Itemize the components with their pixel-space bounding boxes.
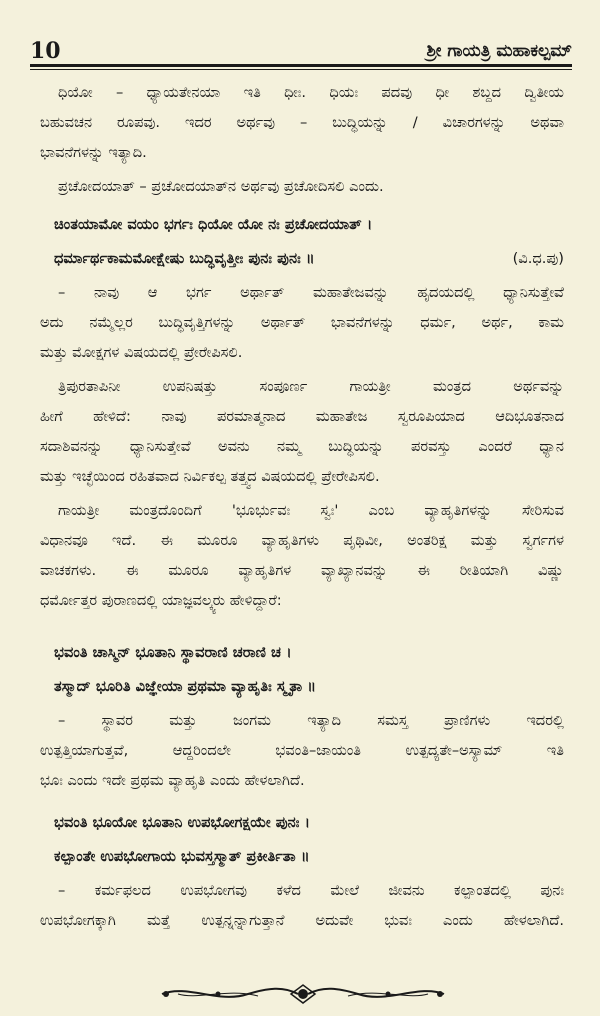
text-line: ಪ್ರಚೋದಯಾತ್ – ಪ್ರಚೋದಯಾತ್‌ನ ಅರ್ಥವು ಪ್ರಚೋದಿಸಲಿ ಎಂದು.: [58, 178, 384, 195]
text-line: ಭೂಃ ಎಂದು ಇದೇ ಪ್ರಥಮ ವ್ಯಾಹೃತಿ ಎಂದು ಹೇಳಲಾಗಿದೆ.: [40, 772, 305, 789]
text-line: ಮತ್ತು ಮೋಕ್ಷಗಳ ವಿಷಯದಲ್ಲಿ ಪ್ರೇರೇಪಿಸಲಿ.: [40, 344, 243, 361]
text-line: ತ್ರಿಪುರತಾಪಿನೀ ಉಪನಿಷತ್ತು ಸಂಪೂರ್ಣ ಗಾಯತ್ರೀ ಮಂತ್ರದ ಅರ್ಥವನ್ನು: [58, 378, 564, 395]
text-line: ವಾಚಕಗಳು. ಈ ಮೂರೂ ವ್ಯಾಹೃತಿಗಳ ವ್ಯಾಖ್ಯಾನವನ್ನು ಈ ರೀತಿಯಾಗಿ ವಿಷ್ಣು: [40, 562, 564, 579]
text-line: ಬಹುವಚನ ರೂಪವು. ಇದರ ಅರ್ಥವು – ಬುದ್ಧಿಯನ್ನು / ವಿಚಾರಗಳನ್ನು ಅಥವಾ: [40, 114, 564, 131]
verse-line: ಭವಂತಿ ಭೂಯೋ ಭೂತಾನಿ ಉಪಭೋಗಕ್ಷಯೇ ಪುನಃ ।: [54, 814, 311, 831]
text-line: ಉತ್ಪತ್ತಿಯಾಗುತ್ತವೆ, ಆದ್ದರಿಂದಲೇ ಭವಂತಿ–ಜಾಯಂತಿ ಉತ್ಪದ್ಯತೇ–ಅಸ್ಯಾಮ್ ಇತಿ: [40, 742, 564, 759]
verse-line-with-source: [54, 244, 564, 274]
verse-text: ಧರ್ಮಾರ್ಥಕಾಮಮೋಕ್ಷೇಷು ಬುದ್ಧಿವೃತ್ತೀಃ ಪುನಃ ಪುನಃ ॥: [54, 250, 315, 267]
verse-line: ಚಿಂತಯಾಮೋ ವಯಂ ಭರ್ಗಃ ಧಿಯೋ ಯೋ ನಃ ಪ್ರಚೋದಯಾತ್ ।: [54, 216, 373, 233]
verse-line: ತಸ್ಮಾದ್ ಭೂರಿತಿ ವಿಜ್ಞೇಯಾ ಪ್ರಥಮಾ ವ್ಯಾಹೃತಿಃ ಸ್ಮೃತಾ ॥: [54, 678, 317, 695]
text-line: ಧರ್ಮೋತ್ತರ ಪುರಾಣದಲ್ಲಿ ಯಾಜ್ಞವಲ್ಕ್ಯರು ಹೇಳಿದ್ದಾರೆ:: [40, 592, 282, 609]
page-number: 10: [30, 38, 61, 64]
text-line: ಹೀಗೆ ಹೇಳಿದೆ: ನಾವು ಪರಮಾತ್ಮನಾದ ಮಹಾತೇಜ ಸ್ವರೂಪಿಯಾದ ಆದಿಭೂತನಾದ: [40, 408, 564, 425]
text-line: ಮತ್ತು ಇಚ್ಛೆಯಿಂದ ರಹಿತವಾದ ನಿರ್ವಿಕಲ್ಪ ತತ್ತ್ವದ ವಿಷಯದಲ್ಲಿ ಪ್ರೇರೇಪಿಸಲಿ.: [40, 468, 380, 485]
header-rule-thin: [30, 69, 572, 70]
text-line: ಧಿಯೋ – ಧ್ಯಾಯತೇನಯಾ ಇತಿ ಧೀಃ. ಧಿಯಃ ಪದವು ಧೀ ಶಬ್ದದ ದ್ವಿತೀಯ: [58, 84, 564, 101]
text-line: ಗಾಯತ್ರೀ ಮಂತ್ರದೊಂದಿಗೆ 'ಭೂರ್ಭುವಃ ಸ್ವಃ' ಎಂಬ ವ್ಯಾಹೃತಿಗಳನ್ನು ಸೇರಿಸುವ: [58, 502, 564, 519]
text-line: ಉಪಭೋಗಕ್ಕಾಗಿ ಮತ್ತೆ ಉತ್ಪನ್ನನ್ನಾಗುತ್ತಾನೆ ಅದುವೇ ಭುವಃ ಎಂದು ಹೇಳಲಾಗಿದೆ.: [40, 912, 564, 929]
text-line: – ಸ್ಥಾವರ ಮತ್ತು ಜಂಗಮ ಇತ್ಯಾದಿ ಸಮಸ್ತ ಪ್ರಾಣಿಗಳು ಇದರಲ್ಲಿ: [58, 712, 564, 729]
text-line: ಅದು ನಮ್ಮೆಲ್ಲರ ಬುದ್ಧಿವೃತ್ತಿಗಳನ್ನು ಅರ್ಥಾತ್ ಭಾವನೆಗಳನ್ನು ಧರ್ಮ, ಅರ್ಥ, ಕಾಮ: [40, 314, 564, 331]
verse-line: ಭವಂತಿ ಚಾಸ್ಮಿನ್ ಭೂತಾನಿ ಸ್ಥಾವರಾಣಿ ಚರಾಣಿ ಚ ।: [54, 644, 292, 661]
text-line: – ಕರ್ಮಫಲದ ಉಪಭೋಗವು ಕಳೆದ ಮೇಲೆ ಜೀವನು ಕಲ್ಪಾಂತದಲ್ಲಿ ಪುನಃ: [58, 882, 564, 899]
text-line: – ನಾವು ಆ ಭರ್ಗ ಅರ್ಥಾತ್ ಮಹಾತೇಜವನ್ನು ಹೃದಯದಲ್ಲಿ ಧ್ಯಾನಿಸುತ್ತೇವೆ: [58, 284, 564, 301]
header-rule-thick: [30, 64, 572, 67]
verse-line: ಕಲ್ಪಾಂತೇ ಉಪಭೋಗಾಯ ಭುವಸ್ತಸ್ಮಾತ್ ಪ್ರಕೀರ್ತಿತಾ ॥: [54, 848, 310, 865]
verse-source: (ವಿ.ಧ.ಪು): [512, 250, 564, 267]
footer-ornament-icon: [158, 982, 448, 1006]
page-header: [30, 22, 572, 62]
text-line: ಭಾವನೆಗಳನ್ನು ಇತ್ಯಾದಿ.: [40, 144, 147, 161]
text-line: ವಿಧಾನವೂ ಇದೆ. ಈ ಮೂರೂ ವ್ಯಾಹೃತಿಗಳು ಪೃಥಿವೀ, ಅಂತರಿಕ್ಷ ಮತ್ತು ಸ್ವರ್ಗಗಳ: [40, 532, 564, 549]
text-line: ಸದಾಶಿವನನ್ನು ಧ್ಯಾನಿಸುತ್ತೇವೆ ಅವನು ನಮ್ಮ ಬುದ್ಧಿಯನ್ನು ಪರವಸ್ತು ಎಂದರೆ ಧ್ಯಾನ: [40, 438, 564, 455]
running-title: ಶ್ರೀ ಗಾಯತ್ರಿ ಮಹಾಕಲ್ಪಮ್: [426, 41, 572, 61]
